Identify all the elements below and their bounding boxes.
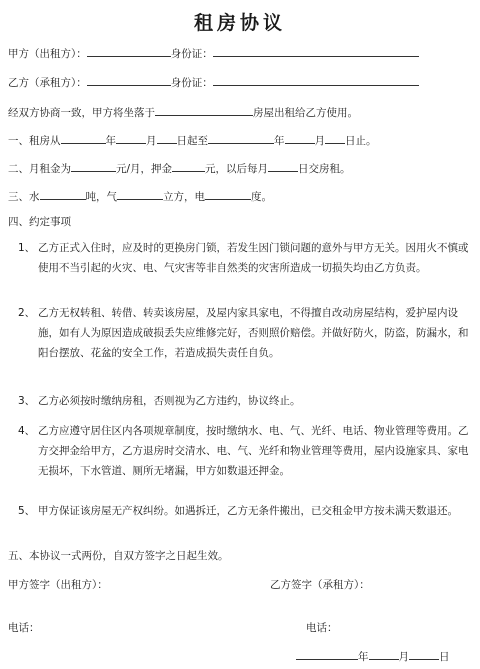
party-a-id-label: 身份证： <box>170 48 213 60</box>
term-5-number: 5、 <box>18 505 36 517</box>
clause-2-prefix: 二、月租金为 <box>8 163 71 175</box>
rent-day-blank[interactable] <box>268 159 298 172</box>
party-a-label: 甲方（出租方）： <box>8 48 87 60</box>
clause-2-suffix: 日交房租。 <box>298 163 351 175</box>
start-day-blank[interactable] <box>157 131 177 144</box>
clause-1-year: 年 <box>105 135 116 147</box>
gas-reading-blank[interactable] <box>117 187 163 200</box>
clause-3-gas-unit: 立方，电 <box>163 191 205 203</box>
clause-3-row <box>8 187 272 205</box>
party-b-phone-label: 电话： <box>306 622 338 634</box>
term-4 <box>18 421 470 481</box>
deposit-blank[interactable] <box>172 159 205 172</box>
party-a-signature-label: 甲方签字（出租方）： <box>8 579 108 591</box>
term-1-text: 乙方正式入住时，应及时的更换房门锁，若发生因门锁问题的意外与甲方无关。因用火不慎或使用不当引起的火灾、电、气灾害等非自然类的灾害所造成一切损失均由乙方负责。 <box>38 242 469 274</box>
term-1-number: 1、 <box>18 242 36 254</box>
term-1 <box>18 238 470 278</box>
document-title: 租房协议 <box>193 12 286 34</box>
date-day-blank[interactable] <box>409 647 439 660</box>
term-3-text: 乙方必须按时缴纳房租，否则视为乙方违约，协议终止。 <box>38 395 301 407</box>
party-a-id-blank[interactable] <box>213 44 419 57</box>
clause-5: 五、本协议一式两份，自双方签字之日起生效。 <box>8 550 229 562</box>
party-b-id-label: 身份证： <box>170 77 213 89</box>
party-b-signature-label: 乙方签字（承租方）： <box>270 579 370 591</box>
property-address-blank[interactable] <box>155 103 253 116</box>
clause-1-prefix: 一、租房从 <box>8 135 61 147</box>
clause-1-month-2: 月 <box>314 135 325 147</box>
date-year-label: 年 <box>358 651 369 663</box>
term-3 <box>18 391 470 411</box>
start-month-blank[interactable] <box>116 131 146 144</box>
date-year-blank[interactable] <box>296 647 358 660</box>
term-5-text: 甲方保证该房屋无产权纠纷。如遇拆迁，乙方无条件搬出，已交租金甲方按未满天数退还。 <box>38 505 458 517</box>
party-b-label: 乙方（承租方）： <box>8 77 87 89</box>
term-2 <box>18 303 470 363</box>
clause-1-day-end: 日止。 <box>345 135 377 147</box>
clause-1-day-to: 日起至 <box>176 135 208 147</box>
date-month-label: 月 <box>398 651 409 663</box>
clause-1-year-2: 年 <box>274 135 285 147</box>
water-reading-blank[interactable] <box>40 187 86 200</box>
term-2-text: 乙方无权转租、转借、转卖该房屋，及屋内家具家电，不得擅自改动房屋结构，爱护屋内设施，如有人为原因造成破损丢失应维修完好，否则照价赔偿。并做好防火，防盗，防漏水，和阳台摆放、花盆的安全工作，若造成损失责任自负。 <box>38 307 469 359</box>
clause-3-elec-unit: 度。 <box>251 191 272 203</box>
clause-2-row <box>8 159 351 177</box>
signing-date-row <box>296 647 450 665</box>
electricity-reading-blank[interactable] <box>205 187 251 200</box>
party-a-name-blank[interactable] <box>87 44 171 57</box>
party-b-row <box>8 73 419 91</box>
end-day-blank[interactable] <box>325 131 345 144</box>
clause-4-heading: 四、约定事项 <box>8 216 71 228</box>
intro-text-1: 经双方协商一致，甲方将坐落于 <box>8 107 155 119</box>
party-a-row <box>8 44 419 62</box>
clause-3-prefix: 三、水 <box>8 191 40 203</box>
party-a-phone-label: 电话： <box>8 622 40 634</box>
intro-text-2: 房屋出租给乙方使用。 <box>253 107 358 119</box>
term-3-number: 3、 <box>18 395 36 407</box>
intro-row <box>8 103 358 121</box>
end-month-blank[interactable] <box>285 131 315 144</box>
clause-2-yuan: 元，以后每月 <box>205 163 269 175</box>
monthly-rent-blank[interactable] <box>71 159 116 172</box>
party-b-id-blank[interactable] <box>213 73 419 86</box>
end-year-blank[interactable] <box>208 131 274 144</box>
term-2-number: 2、 <box>18 307 36 319</box>
clause-1-month: 月 <box>146 135 157 147</box>
term-4-text: 乙方应遵守居住区内各项规章制度，按时缴纳水、电、气、光纤、电话、物业管理等费用。乙方交押金给甲方，乙方退房时交清水、电、气、光纤和物业管理等费用，屋内设施家具、家电无损坏，下水管道、厕所无堵漏，甲方如数退还押金。 <box>38 425 469 477</box>
clause-3-water-unit: 吨，气 <box>85 191 117 203</box>
party-b-name-blank[interactable] <box>87 73 171 86</box>
clause-2-per-month: 元/月，押金 <box>116 163 173 175</box>
date-month-blank[interactable] <box>369 647 399 660</box>
date-day-label: 日 <box>439 651 450 663</box>
term-4-number: 4、 <box>18 425 36 437</box>
term-5 <box>18 501 470 521</box>
start-year-blank[interactable] <box>61 131 106 144</box>
clause-1-row <box>8 131 377 149</box>
